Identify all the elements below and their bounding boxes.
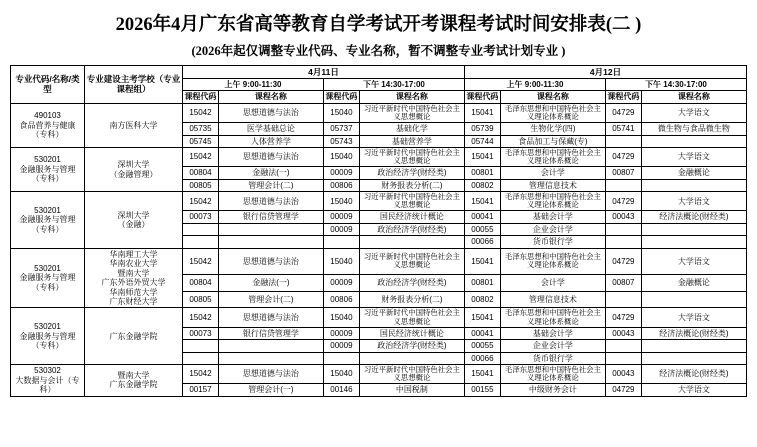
course-name-cell: 货币银行学	[500, 352, 605, 364]
course-code-cell: 00066	[464, 352, 500, 364]
course-name-cell: 中级财务会计	[500, 384, 605, 396]
course-code-cell: 00043	[605, 327, 641, 339]
header-course-code: 课程代码	[607, 92, 640, 102]
course-name-cell: 思想道德与法治	[218, 192, 323, 211]
course-code-cell: 15040	[323, 248, 359, 274]
course-code-cell: 00804	[183, 167, 219, 179]
course-name-cell: 政治经济学(财经类)	[359, 167, 464, 179]
course-code-cell: 04729	[605, 192, 641, 211]
course-name-cell	[641, 291, 746, 308]
course-name-cell: 食品加工与保藏(专)	[500, 135, 605, 147]
table-row	[11, 103, 747, 122]
course-name-cell: 毛泽东思想和中国特色社会主义理论体系概论	[500, 192, 605, 211]
header-slot-afternoon-1: 下午 14:30-17:00	[323, 79, 464, 91]
table-row	[11, 248, 747, 274]
course-code-cell: 00805	[183, 291, 219, 308]
course-code-cell	[323, 236, 359, 248]
course-code-cell	[605, 340, 641, 352]
course-name-cell: 大学语文	[641, 192, 746, 211]
header-course-code: 课程代码	[184, 92, 217, 102]
course-name-cell: 经济法概论(财经类)	[641, 211, 746, 223]
course-name-cell	[641, 352, 746, 364]
course-name-cell: 大学语文	[641, 308, 746, 327]
course-code-cell: 00055	[464, 223, 500, 235]
course-code-cell: 00041	[464, 211, 500, 223]
header-slot-afternoon-2: 下午 14:30-17:00	[605, 79, 746, 91]
course-name-cell: 习近平新时代中国特色社会主义思想概论	[359, 365, 464, 384]
course-code-cell: 05739	[464, 123, 500, 135]
course-code-cell: 05735	[183, 123, 219, 135]
course-name-cell: 管理会计(二)	[218, 179, 323, 191]
table-row	[11, 192, 747, 211]
page-title: 2026年4月广东省高等教育自学考试开考课程考试时间安排表(二 )	[115, 15, 642, 35]
course-name-cell: 企业会计学	[500, 223, 605, 235]
course-code-cell: 00009	[323, 274, 359, 291]
course-code-cell: 15040	[323, 103, 359, 122]
course-name-cell	[218, 352, 323, 364]
course-name-cell	[641, 179, 746, 191]
course-code-cell	[605, 291, 641, 308]
course-name-cell: 经济法概论(财经类)	[641, 365, 746, 384]
course-name-cell: 习近平新时代中国特色社会主义思想概论	[359, 148, 464, 167]
course-name-cell	[218, 236, 323, 248]
course-code-cell: 04729	[605, 308, 641, 327]
course-name-cell	[641, 340, 746, 352]
course-code-cell: 04729	[605, 248, 641, 274]
course-code-cell: 15042	[183, 248, 219, 274]
course-code-cell	[605, 179, 641, 191]
course-code-cell: 05745	[183, 135, 219, 147]
course-code-cell: 05737	[323, 123, 359, 135]
course-name-cell: 医学基础总论	[218, 123, 323, 135]
course-code-cell: 15041	[464, 192, 500, 211]
header-school: 专业建设主考学校（专业课程组）	[85, 66, 183, 104]
school-cell: 深圳大学 （金融）	[85, 192, 183, 249]
school-cell: 深圳大学 （金融管理）	[85, 148, 183, 192]
major-cell: 530201 金融服务与管理（专科）	[11, 148, 85, 192]
course-code-cell: 00009	[323, 223, 359, 235]
course-code-cell: 15041	[464, 248, 500, 274]
course-code-cell: 00009	[323, 211, 359, 223]
course-code-cell: 00043	[605, 211, 641, 223]
course-name-cell: 基础营养学	[359, 135, 464, 147]
course-code-cell: 15042	[183, 103, 219, 122]
course-name-cell: 金融概论	[641, 167, 746, 179]
course-name-cell: 毛泽东思想和中国特色社会主义理论体系概论	[500, 308, 605, 327]
course-code-cell	[605, 236, 641, 248]
course-code-cell: 15040	[323, 148, 359, 167]
course-name-cell: 财务报表分析(二)	[359, 291, 464, 308]
course-name-cell: 中国税制	[359, 384, 464, 396]
course-code-cell: 15042	[183, 192, 219, 211]
course-name-cell	[359, 352, 464, 364]
course-code-cell: 00807	[605, 274, 641, 291]
course-code-cell: 00073	[183, 211, 219, 223]
course-name-cell: 管理信息技术	[500, 179, 605, 191]
course-name-cell: 金融法(一)	[218, 274, 323, 291]
course-code-cell: 15041	[464, 365, 500, 384]
course-name-cell: 思想道德与法治	[218, 308, 323, 327]
school-cell: 华南理工大学 华南农业大学 暨南大学 广东外语外贸大学 华南师范大学 广东财经大学	[85, 248, 183, 308]
school-cell: 南方医科大学	[85, 103, 183, 147]
course-code-cell: 15040	[323, 365, 359, 384]
course-name-cell: 管理信息技术	[500, 291, 605, 308]
course-code-cell: 00055	[464, 340, 500, 352]
course-code-cell: 00043	[605, 365, 641, 384]
course-code-cell: 04729	[605, 384, 641, 396]
course-name-cell: 金融法(一)	[218, 167, 323, 179]
course-code-cell: 15040	[323, 308, 359, 327]
course-code-cell: 00041	[464, 327, 500, 339]
course-name-cell: 金融概论	[641, 274, 746, 291]
course-name-cell: 生物化学(四)	[500, 123, 605, 135]
course-name-cell: 政治经济学(财经类)	[359, 223, 464, 235]
course-code-cell: 15042	[183, 365, 219, 384]
course-name-cell: 大学语文	[641, 248, 746, 274]
course-name-cell	[218, 223, 323, 235]
course-code-cell: 00804	[183, 274, 219, 291]
course-code-cell: 15041	[464, 103, 500, 122]
course-code-cell: 00805	[183, 179, 219, 191]
course-code-cell: 00806	[323, 179, 359, 191]
course-name-cell	[359, 236, 464, 248]
course-code-cell: 00155	[464, 384, 500, 396]
course-name-cell: 习近平新时代中国特色社会主义思想概论	[359, 248, 464, 274]
course-name-cell: 经济法概论(财经类)	[641, 327, 746, 339]
course-code-cell: 15041	[464, 308, 500, 327]
header-row-1	[11, 66, 747, 79]
course-name-cell: 管理会计(二)	[218, 291, 323, 308]
course-name-cell: 思想道德与法治	[218, 103, 323, 122]
course-name-cell: 基础会计学	[500, 211, 605, 223]
course-code-cell	[605, 352, 641, 364]
course-name-cell: 毛泽东思想和中国特色社会主义理论体系概论	[500, 248, 605, 274]
course-name-cell: 政治经济学(财经类)	[359, 340, 464, 352]
course-name-cell: 大学语文	[641, 103, 746, 122]
course-name-cell: 思想道德与法治	[218, 148, 323, 167]
course-name-cell: 货币银行学	[500, 236, 605, 248]
course-code-cell	[183, 352, 219, 364]
course-code-cell	[183, 223, 219, 235]
course-code-cell: 00801	[464, 167, 500, 179]
header-date-2: 4月12日	[464, 66, 746, 79]
table-body	[11, 103, 747, 396]
course-code-cell: 00009	[323, 327, 359, 339]
course-name-cell	[641, 236, 746, 248]
course-name-cell	[641, 223, 746, 235]
course-name-cell: 银行信贷管理学	[218, 211, 323, 223]
header-course-name: 课程名称	[500, 91, 605, 103]
course-name-cell: 银行信贷管理学	[218, 327, 323, 339]
course-code-cell: 05744	[464, 135, 500, 147]
course-code-cell	[183, 236, 219, 248]
course-name-cell: 基础化学	[359, 123, 464, 135]
course-name-cell: 管理会计(一)	[218, 384, 323, 396]
table-head	[11, 66, 747, 104]
header-course-code: 课程代码	[466, 92, 499, 102]
course-code-cell: 05741	[605, 123, 641, 135]
course-name-cell: 人体营养学	[218, 135, 323, 147]
header-date-1: 4月11日	[183, 66, 465, 79]
table-row	[11, 308, 747, 327]
course-code-cell	[183, 340, 219, 352]
course-code-cell: 00066	[464, 236, 500, 248]
course-code-cell: 15040	[323, 192, 359, 211]
course-code-cell: 15041	[464, 148, 500, 167]
header-course-name: 课程名称	[359, 91, 464, 103]
course-name-cell: 政治经济学(财经类)	[359, 274, 464, 291]
exam-schedule-table	[10, 65, 747, 397]
course-code-cell: 00802	[464, 291, 500, 308]
course-name-cell: 习近平新时代中国特色社会主义思想概论	[359, 308, 464, 327]
course-name-cell: 毛泽东思想和中国特色社会主义理论体系概论	[500, 148, 605, 167]
major-cell: 490103 食品营养与健康（专科）	[11, 103, 85, 147]
course-name-cell: 毛泽东思想和中国特色社会主义理论体系概论	[500, 103, 605, 122]
header-major: 专业代码/名称/类型	[11, 66, 85, 104]
course-code-cell: 15042	[183, 308, 219, 327]
course-name-cell	[218, 340, 323, 352]
header-course-code: 课程代码	[325, 92, 358, 102]
header-slot-morning-1: 上午 9:00-11:30	[183, 79, 324, 91]
school-cell: 广东金融学院	[85, 308, 183, 365]
course-code-cell: 00807	[605, 167, 641, 179]
course-name-cell: 企业会计学	[500, 340, 605, 352]
course-name-cell: 习近平新时代中国特色社会主义思想概论	[359, 103, 464, 122]
course-code-cell: 00073	[183, 327, 219, 339]
course-name-cell: 国民经济统计概论	[359, 327, 464, 339]
course-name-cell: 大学语文	[641, 384, 746, 396]
course-code-cell: 00806	[323, 291, 359, 308]
course-name-cell: 微生物与食品微生物	[641, 123, 746, 135]
course-name-cell	[641, 135, 746, 147]
major-cell: 530302 大数据与会计（专科）	[11, 365, 85, 397]
table-row	[11, 365, 747, 384]
course-name-cell: 思想道德与法治	[218, 365, 323, 384]
header-course-name: 课程名称	[641, 91, 746, 103]
course-code-cell	[605, 223, 641, 235]
course-name-cell: 会计学	[500, 167, 605, 179]
course-code-cell: 04729	[605, 103, 641, 122]
course-code-cell: 00802	[464, 179, 500, 191]
course-name-cell: 会计学	[500, 274, 605, 291]
course-name-cell: 基础会计学	[500, 327, 605, 339]
course-name-cell: 毛泽东思想和中国特色社会主义理论体系概论	[500, 365, 605, 384]
page-subtitle: (2026年起仅调整专业代码、专业名称，暂不调整专业考试计划专业 )	[191, 44, 566, 58]
course-code-cell: 05743	[323, 135, 359, 147]
course-code-cell: 04729	[605, 148, 641, 167]
major-cell: 530201 金融服务与管理（专科）	[11, 308, 85, 365]
header-slot-morning-2: 上午 9:00-11:30	[464, 79, 605, 91]
course-code-cell	[605, 135, 641, 147]
major-cell: 530201 金融服务与管理（专科）	[11, 192, 85, 249]
course-name-cell: 国民经济统计概论	[359, 211, 464, 223]
course-name-cell: 大学语文	[641, 148, 746, 167]
course-code-cell: 00801	[464, 274, 500, 291]
course-code-cell: 00009	[323, 167, 359, 179]
course-name-cell: 习近平新时代中国特色社会主义思想概论	[359, 192, 464, 211]
course-name-cell: 思想道德与法治	[218, 248, 323, 274]
course-code-cell	[323, 352, 359, 364]
course-code-cell: 00009	[323, 340, 359, 352]
header-course-name: 课程名称	[218, 91, 323, 103]
course-code-cell: 15042	[183, 148, 219, 167]
table-row	[11, 148, 747, 167]
school-cell: 暨南大学 广东金融学院	[85, 365, 183, 397]
course-name-cell: 财务报表分析(二)	[359, 179, 464, 191]
course-code-cell: 00157	[183, 384, 219, 396]
major-cell: 530201 金融服务与管理（专科）	[11, 248, 85, 308]
course-code-cell: 00146	[323, 384, 359, 396]
